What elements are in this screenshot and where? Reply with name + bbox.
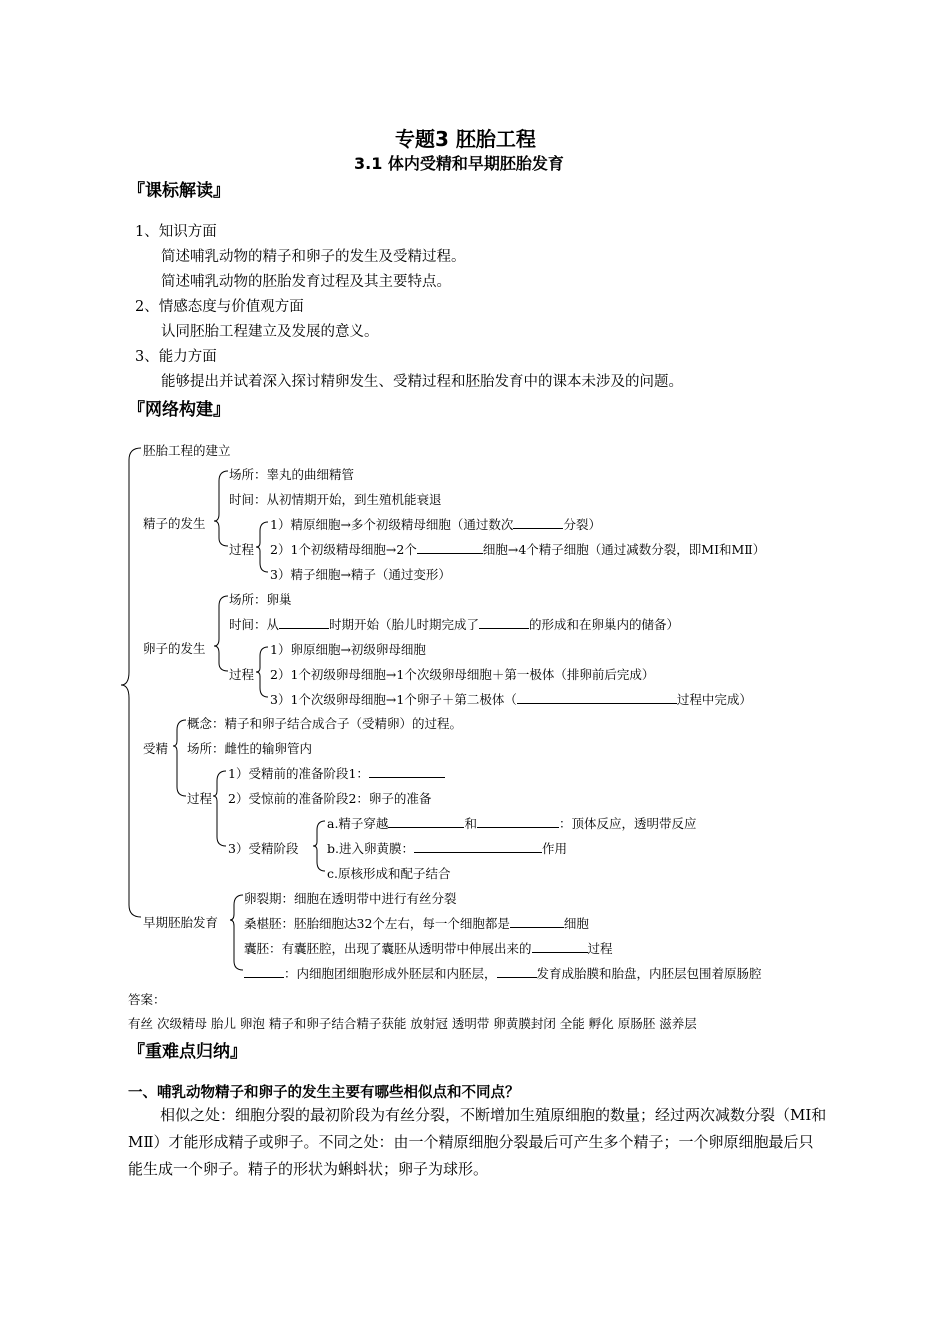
blank: [369, 765, 445, 778]
blank: [477, 815, 559, 828]
egg-label: 卵子的发生: [143, 641, 206, 656]
knowledge-item-1: 简述哺乳动物的精子和卵子的发生及受精过程。: [161, 249, 466, 265]
sperm-step-2: 2）1个初级精母细胞→2个 细胞→4个精子细胞（通过减数分裂，即MⅠ和MⅡ）: [270, 542, 766, 557]
sperm-label: 精子的发生: [143, 516, 206, 531]
sperm-place: 场所：睾丸的曲细精管: [229, 467, 355, 482]
egg-step-1: 1）卵原细胞→初级卵母细胞: [270, 642, 426, 657]
section-standard-heading: 『课标解读』: [128, 181, 230, 201]
fert-stage-a: a.精子穿越 和 ：顶体反应，透明带反应: [327, 816, 697, 831]
egg-process-brace: [256, 647, 268, 697]
early-stage-2: 桑椹胚：胚胎细胞达32个左右，每一个细胞都是 细胞: [244, 916, 589, 931]
egg-step-2: 2）1个初级卵母细胞→1个次级卵母细胞＋第一极体（排卵前后完成）: [270, 667, 655, 682]
blank: [479, 616, 529, 629]
page-subtitle: 3.1 体内受精和早期胚胎发育: [354, 154, 564, 173]
sperm-process-label: 过程: [229, 542, 255, 557]
blank: [517, 691, 677, 704]
fert-process-brace: [213, 771, 226, 846]
answer-label: 答案：: [128, 992, 166, 1007]
early-stage-3: 囊胚：有囊胚腔，出现了囊胚从透明带中伸展出来的 过程: [244, 941, 613, 956]
section-keypoints-heading: 『重难点归纳』: [128, 1042, 247, 1062]
fert-step-2: 2）受惊前的准备阶段2：卵子的准备: [228, 791, 432, 806]
fert-step-1: 1）受精前的准备阶段1：: [228, 764, 445, 782]
question-1-heading: 一、哺乳动物精子和卵子的发生主要有哪些相似点和不同点？: [128, 1085, 520, 1101]
blank: [532, 940, 588, 953]
ability-item-1: 能够提出并试着深入探讨精卵发生、受精过程和胚胎发育中的课本未涉及的问题。: [161, 374, 683, 390]
sperm-process-brace: [256, 522, 268, 572]
sperm-brace: [214, 471, 228, 546]
early-stage-4: ：内细胞团细胞形成外胚层和内胚层， 发育成胎膜和胎盘，内胚层包围着原肠腔: [244, 964, 762, 982]
blank: [414, 840, 542, 853]
early-stage-1: 卵裂期：细胞在透明带中进行有丝分裂: [244, 891, 457, 906]
blank: [417, 541, 483, 554]
fert-stage-b: b.进入卵黄膜： 作用: [327, 841, 567, 856]
emotion-item-1: 认同胚胎工程建立及发展的意义。: [161, 324, 379, 340]
fert-concept: 概念：精子和卵子结合成合子（受精卵）的过程。: [187, 716, 463, 731]
egg-brace: [214, 596, 228, 671]
blank: [388, 815, 464, 828]
blank: [510, 915, 564, 928]
sperm-step-3: 3）精子细胞→精子（通过变形）: [270, 567, 451, 582]
sperm-time: 时间：从初情期开始，到生殖机能衰退: [229, 492, 442, 507]
knowledge-heading: 1、知识方面: [135, 224, 217, 240]
fert-step-3: 3）受精阶段: [228, 841, 299, 856]
sperm-step-1: 1）精原细胞→多个初级精母细胞（通过数次 分裂）: [270, 517, 601, 532]
page-title: 专题3 胚胎工程: [395, 127, 536, 151]
fert-stage-brace: [313, 821, 325, 871]
emotion-heading: 2、情感态度与价值观方面: [135, 299, 304, 315]
egg-time: 时间：从 时期开始（胎儿时期完成了 的形成和在卵巢内的储备）: [229, 617, 680, 632]
fert-place: 场所：雌性的输卵管内: [187, 741, 313, 756]
blank: [279, 616, 329, 629]
early-label: 早期胚胎发育: [143, 915, 219, 930]
fert-stage-c: c.原核形成和配子结合: [327, 866, 451, 881]
section-network-heading: 『网络构建』: [128, 400, 230, 420]
blank: [513, 516, 563, 529]
question-1-body: 相似之处：细胞分裂的最初阶段为有丝分裂，不断增加生殖原细胞的数量；经过两次减数分裂（MⅠ和MⅡ）才能形成精子或卵子。不同之处：由一个精原细胞分裂最后可产生多个精子；一个卵原细胞最后只能生成一个卵子。精子的形状为蝌蚪状；卵子为球形。: [128, 1106, 827, 1178]
blank: [244, 965, 284, 978]
knowledge-item-2: 简述哺乳动物的胚胎发育过程及其主要特点。: [161, 274, 451, 290]
egg-process-label: 过程: [229, 667, 255, 682]
fert-label: 受精: [143, 741, 169, 756]
ability-heading: 3、能力方面: [135, 349, 217, 365]
blank: [497, 965, 537, 978]
egg-place: 场所：卵巢: [229, 592, 292, 607]
answer-list: 有丝 次级精母 胎儿 卵泡 精子和卵子结合精子获能 放射冠 透明带 卵黄膜封闭 全能 孵化 原肠胚 滋养层: [128, 1016, 697, 1031]
tree-root: 胚胎工程的建立: [143, 443, 231, 458]
main-brace: [121, 448, 141, 917]
egg-step-3: 3）1个次级卵母细胞→1个卵子＋第二极体（ 过程中完成）: [270, 692, 752, 707]
early-brace: [230, 895, 243, 970]
fert-process-label: 过程: [187, 791, 213, 806]
fert-brace: [173, 720, 186, 796]
